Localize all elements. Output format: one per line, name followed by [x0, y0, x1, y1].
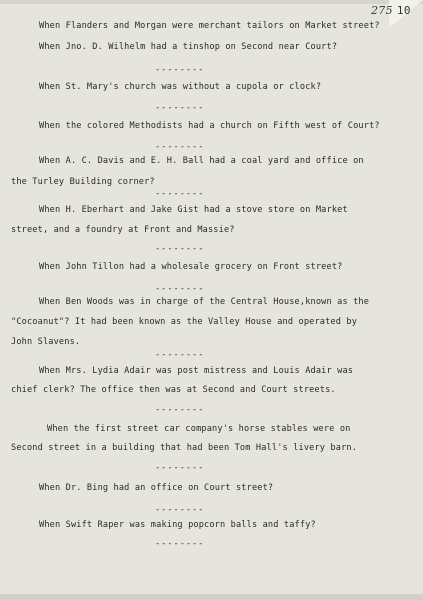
question-line: When Dr. Bing had an office on Court street? — [39, 483, 274, 493]
question-line: When Ben Woods was in charge of the Central House,known as the — [39, 297, 370, 307]
question-line: Second street in a building that had been Tom Hall's livery barn. — [11, 443, 358, 453]
question-line: When H. Eberhart and Jake Gist had a stove store on Market — [39, 205, 348, 215]
separator: -------- — [155, 284, 205, 294]
separator: -------- — [155, 405, 205, 415]
page-number — [371, 4, 411, 17]
question-line: the Turley Building corner? — [11, 177, 155, 187]
question-line: street, and a foundry at Front and Massie? — [11, 225, 235, 235]
question-line: When Flanders and Morgan were merchant tailors on Market street? — [39, 21, 380, 31]
separator: -------- — [155, 142, 205, 152]
question-line: chief clerk? The office then was at Second and Court streets. — [11, 385, 336, 395]
separator: -------- — [155, 350, 205, 360]
question-line: When St. Mary's church was without a cupola or clock? — [39, 82, 322, 92]
question-line: When A. C. Davis and E. H. Ball had a coal yard and office on — [39, 156, 364, 166]
separator: -------- — [155, 539, 205, 549]
separator: -------- — [155, 463, 205, 473]
separator: -------- — [155, 505, 205, 515]
question-line: When the colored Methodists had a church on Fifth west of Court? — [39, 121, 380, 131]
typed-page-number: 10 — [396, 4, 411, 17]
question-line: When the first street car company's horse stables were on — [47, 424, 351, 434]
separator: -------- — [155, 189, 205, 199]
paper-bottom-edge — [0, 594, 423, 600]
separator: -------- — [155, 244, 205, 254]
separator: -------- — [155, 103, 205, 113]
question-line: When Mrs. Lydia Adair was post mistress and Louis Adair was — [39, 366, 354, 376]
paper-top-edge — [0, 0, 423, 4]
question-line: When John Tillon had a wholesale grocery on Front street? — [39, 262, 343, 272]
handwritten-page-number: 275 — [371, 4, 393, 17]
separator: -------- — [155, 65, 205, 75]
question-line: When Jno. D. Wilhelm had a tinshop on Second near Court? — [39, 42, 338, 52]
question-line: John Slavens. — [11, 337, 81, 347]
question-line: "Cocoanut"? It had been known as the Valley House and operated by — [11, 317, 358, 327]
question-line: When Swift Raper was making popcorn balls and taffy? — [39, 520, 316, 530]
